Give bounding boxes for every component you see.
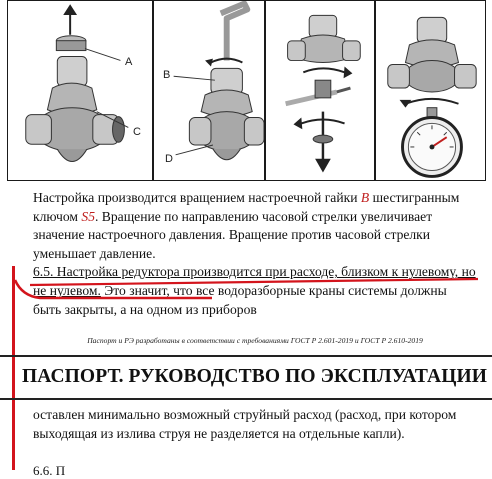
continuation-paragraph: оставлен минимально возможный струйный расход (расход, при котором выходящая из излива струя не разделяется на отдельные капли). [33,407,457,441]
footer-note: Паспорт и РЭ разработаны в соответствии с требованиями ГОСТ Р 2.601-2019 и ГОСТ Р 2.610-2019 [87,336,423,345]
highlighted-instruction: 6.5. Настройка редуктора производится при расходе, близком к нулевому, но не нулевом. [33,264,476,298]
text-part-3: . Вращение по направлению часовой стрелки увеличивает значение настроечного давления. Вращение против часовой стрелки уменьшает давление. [33,208,433,261]
valve-illustration-1 [8,1,152,180]
red-margin-mark [12,266,15,470]
figure-strip [7,0,486,181]
label-b-ref: B [360,190,370,205]
divider-top [0,355,492,357]
label-b: B [163,69,171,81]
label-d: D [165,153,173,165]
figure-panel-1 [7,0,153,181]
figure-panel-2 [153,0,265,181]
instruction-paragraph [33,189,478,319]
text-part-1: Настройка производится вращением настроечной гайки [33,190,361,205]
key-s5-ref: S5 [81,208,95,224]
label-c: C [133,126,141,138]
valve-illustration-3 [266,1,374,180]
figure-panel-3 [265,0,375,181]
valve-illustration-4 [376,1,485,180]
divider-bottom [0,398,492,400]
label-a: A [125,56,133,68]
instruction-rest: Это значит, что все водоразборные краны системы должны быть закрыты, а на одном из приборов [33,282,447,317]
figure-panel-4 [375,0,486,181]
cut-off-line: 6.6. П [33,463,66,478]
section-title: ПАСПОРТ. РУКОВОДСТВО ПО ЭКСПЛУАТАЦИИ [22,366,488,387]
text-part-2: шестигранным ключом [33,190,460,224]
